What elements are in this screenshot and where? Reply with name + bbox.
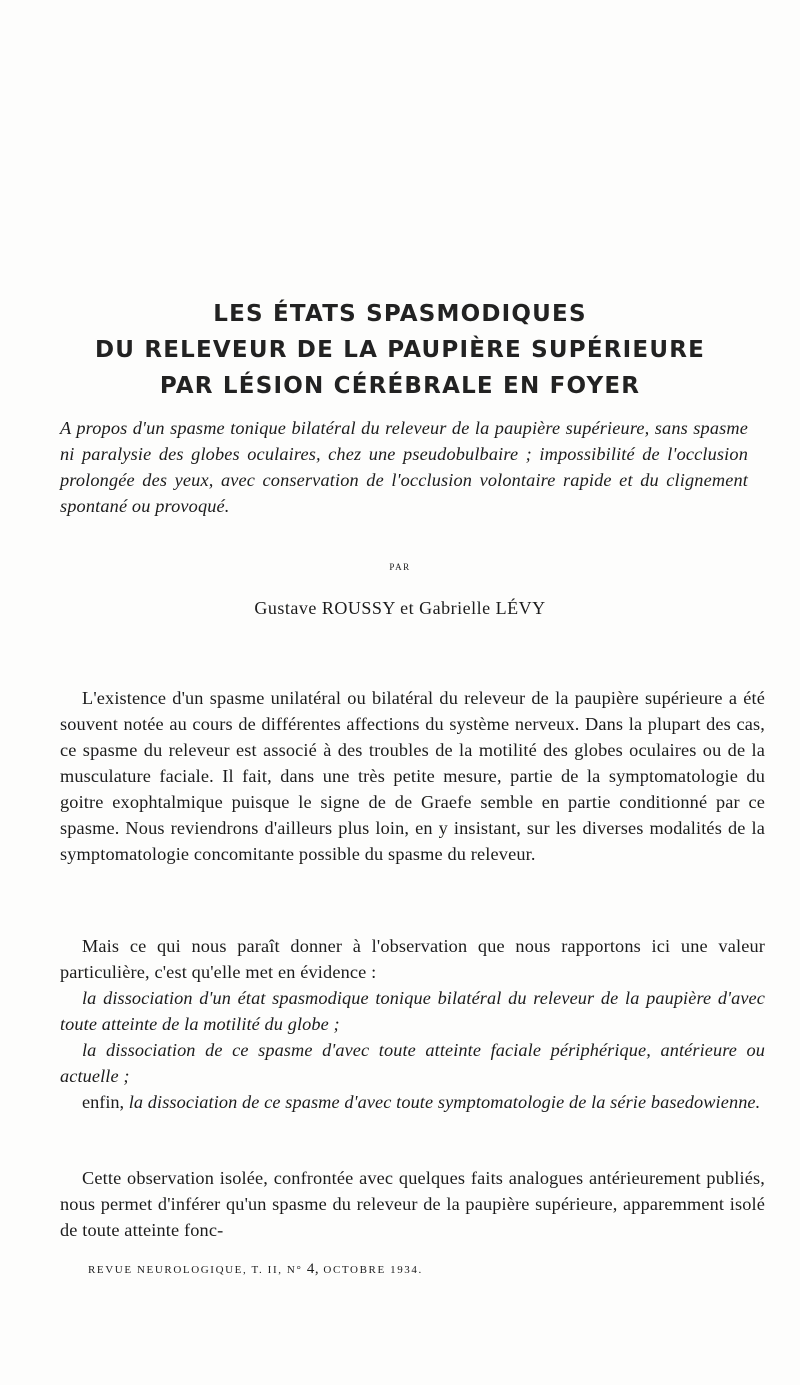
- body-paragraph-2: [60, 933, 765, 985]
- issue-number: 4,: [306, 1261, 320, 1277]
- journal-name: REVUE NEUROLOGIQUE, T. II, N°: [88, 1264, 303, 1276]
- list-item-text: la dissociation de ce spasme d'avec toute atteinte faciale périphérique, antérieure ou actuelle ;: [60, 1040, 765, 1086]
- title-line-2: DU RELEVEUR DE LA PAUPIÈRE SUPÉRIEURE: [94, 337, 706, 363]
- byline-par: PAR: [389, 562, 411, 572]
- list-item: [60, 1037, 765, 1089]
- journal-footer: [88, 1261, 708, 1278]
- body-paragraph-3: [60, 1165, 765, 1243]
- body-paragraph-1: [60, 685, 765, 867]
- article-title: [40, 296, 760, 404]
- paragraph-text: L'existence d'un spasme unilatéral ou bilatéral du releveur de la paupière supérieure a été souvent notée au cours de différentes affections du système nerveux. Dans la plupart des cas, ce spasme du releveur est associé à des troubles de la motilité des globes oculaires ou de la musculature faciale. Il fait, dans une très petite mesure, partie de la symptomatologie du goitre exophtalmique puisque le signe de de Graefe semble en partie conditionné par ce spasme. Nous reviendrons d'ailleurs plus loin, en y insistant, sur les diverses modalités de la symptomatologie concomitante possible du spasme du releveur.: [60, 688, 765, 864]
- list-item-prefix: enfin,: [82, 1092, 129, 1112]
- paragraph-text: Mais ce qui nous paraît donner à l'observation que nous rapportons ici une valeur particulière, c'est qu'elle met en évidence :: [60, 936, 765, 982]
- enumeration-list: [60, 985, 765, 1115]
- authors: Gustave ROUSSY et Gabrielle LÉVY: [254, 598, 546, 618]
- issue-date: OCTOBRE 1934.: [323, 1264, 423, 1276]
- article-subtitle: A propos d'un spasme tonique bilatéral du releveur de la paupière supérieure, sans spasme ni paralysie des globes oculaires, chez une pseudobulbaire ; impossibilité de l'occlusion prolongée des yeux, avec conservation de l'occlusion volontaire rapide et du clignement spontané ou provoqué.: [60, 418, 748, 516]
- list-item: [60, 1089, 765, 1115]
- title-line-3: PAR LÉSION CÉRÉBRALE EN FOYER: [159, 373, 641, 399]
- list-item-text: la dissociation d'un état spasmodique tonique bilatéral du releveur de la paupière d'avec toute atteinte de la motilité du globe ;: [60, 988, 765, 1034]
- title-line-1: LES ÉTATS SPASMODIQUES: [213, 301, 587, 327]
- list-item: [60, 985, 765, 1037]
- paragraph-text: Cette observation isolée, confrontée avec quelques faits analogues antérieurement publiés, nous permet d'inférer qu'un spasme du releveur de la paupière supérieure, apparemment isolé de toute atteinte fonc-: [60, 1168, 765, 1240]
- list-item-text: la dissociation de ce spasme d'avec toute symptomatologie de la série basedowienne.: [128, 1092, 761, 1112]
